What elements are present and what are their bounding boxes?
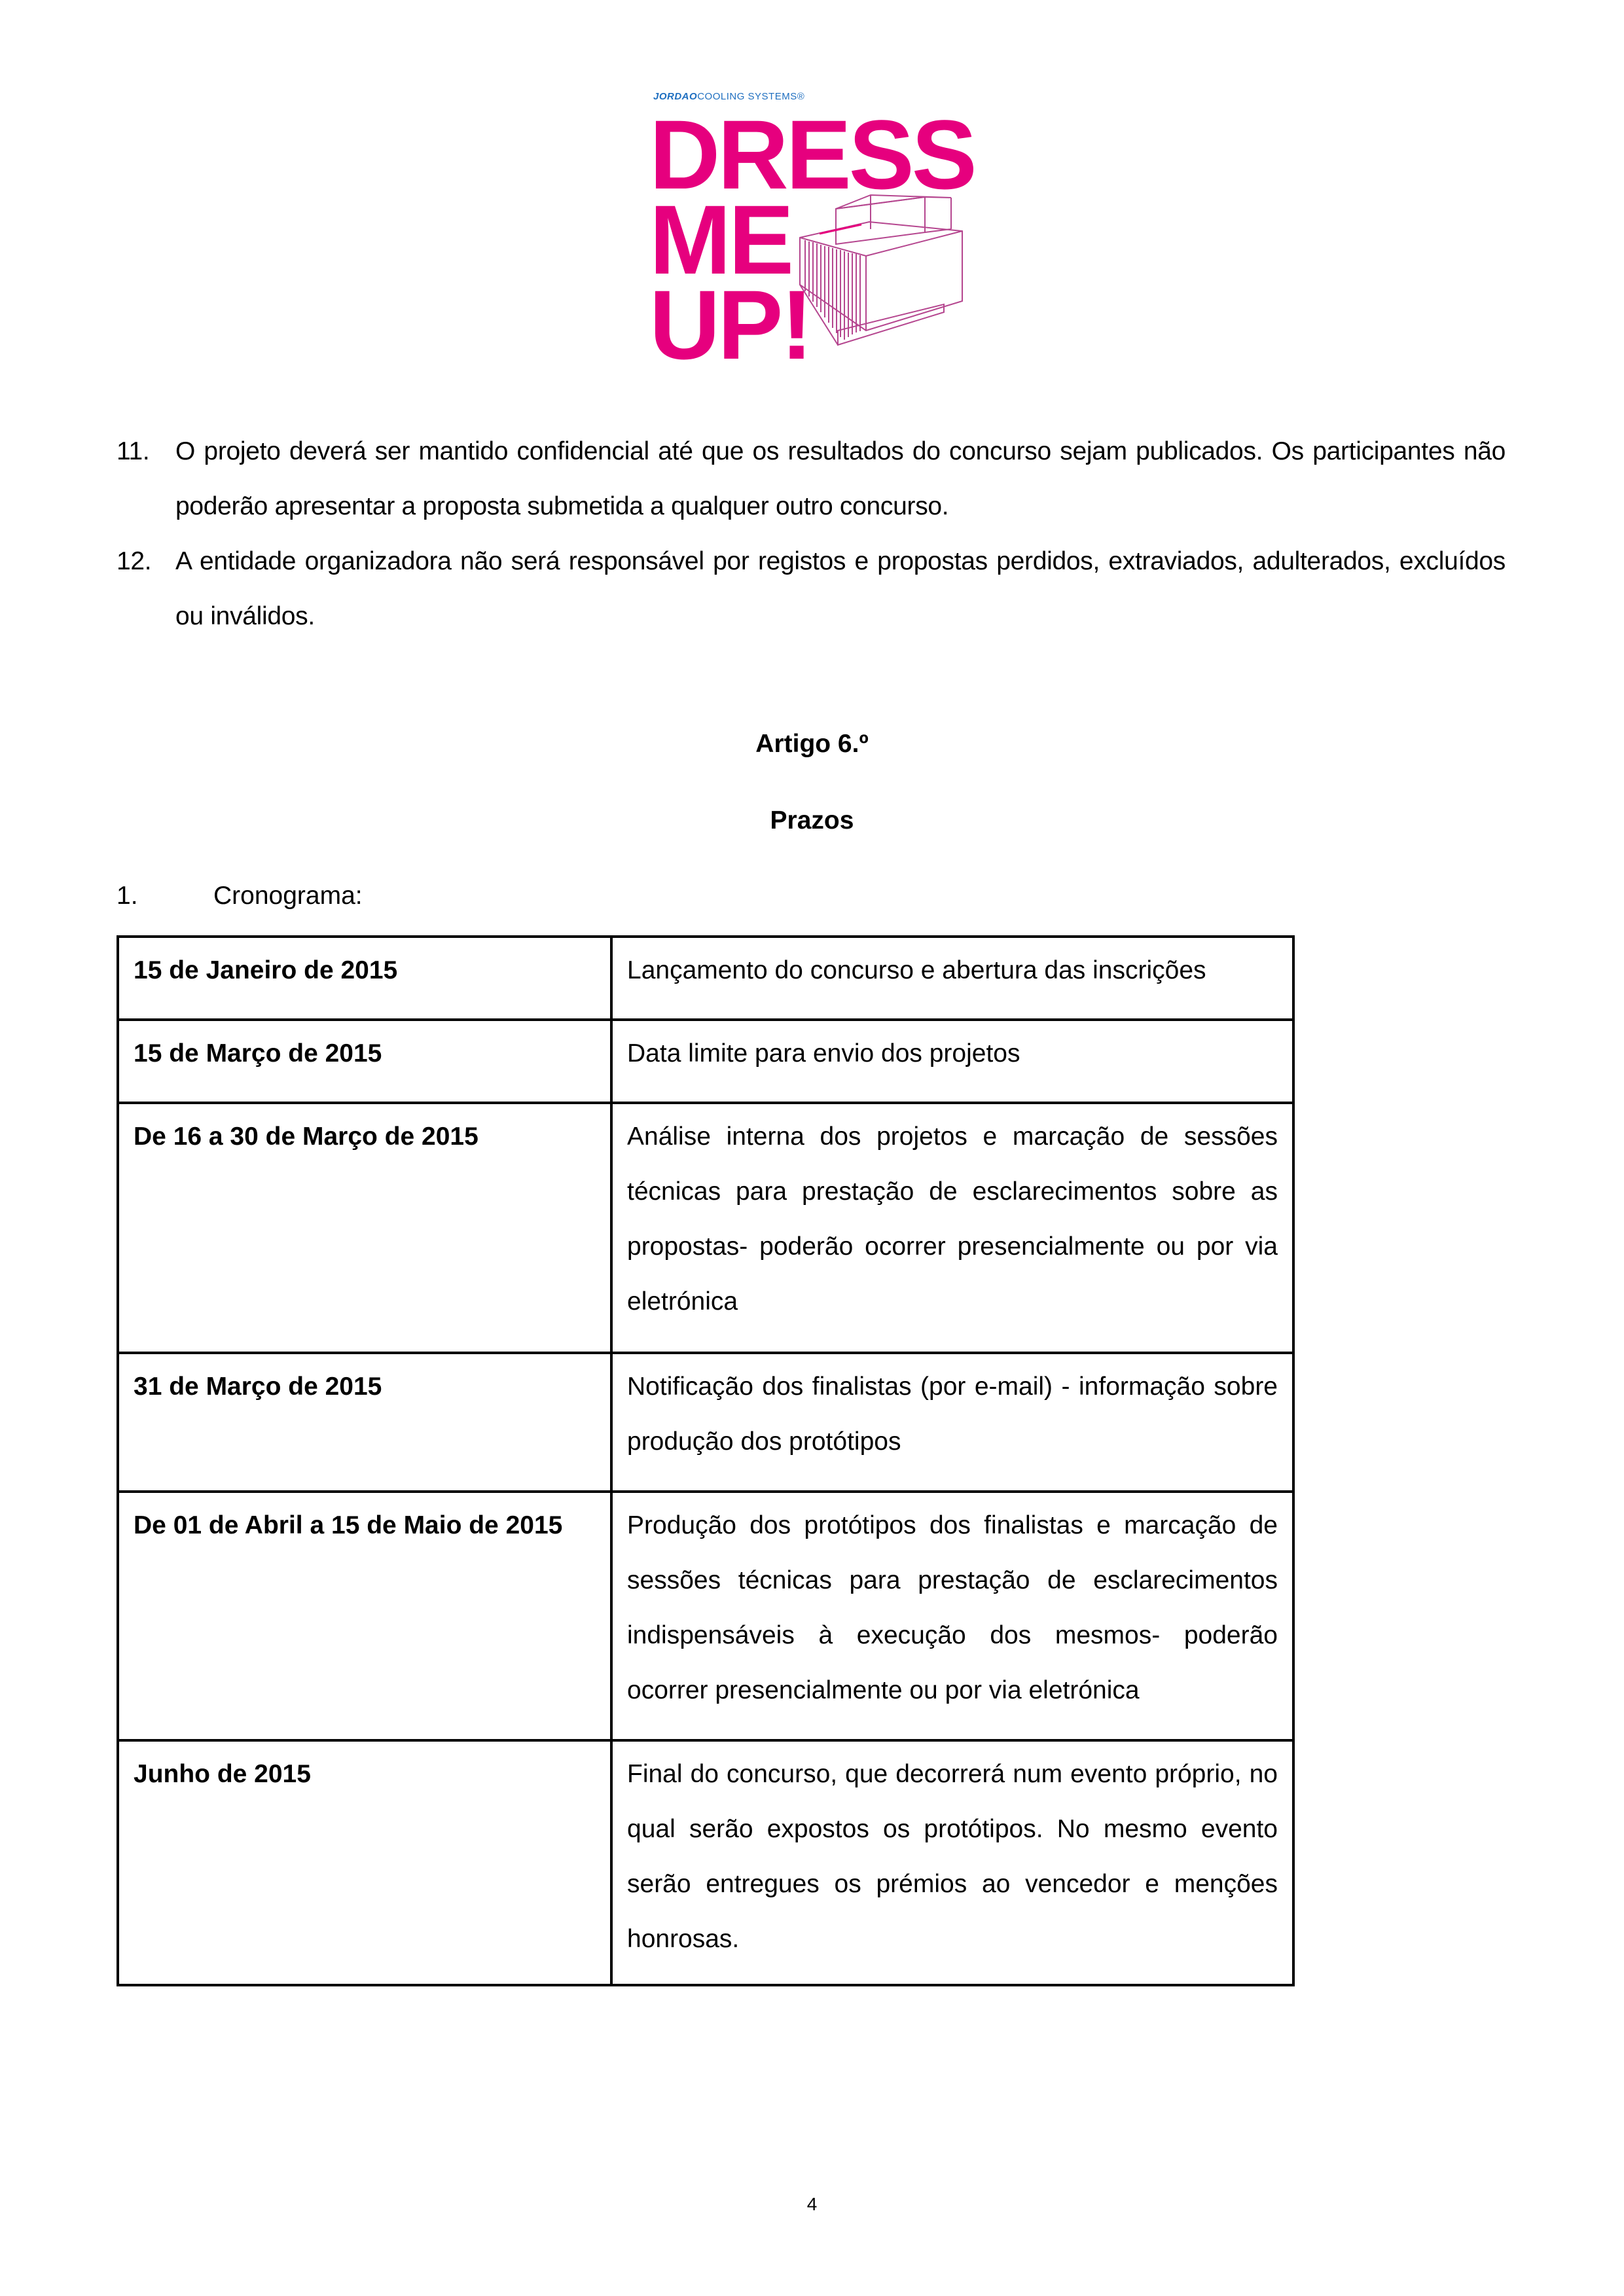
cronograma-number: 1. <box>117 882 138 910</box>
logo-line-up: UP! <box>649 270 811 380</box>
schedule-description: Produção dos protótipos dos finalistas e marcação de sessões técnicas para prestação de esclarecimentos indispensáveis à execução dos mesmos- poderão ocorrer presencialmente ou por via eletrónica <box>611 1492 1293 1740</box>
schedule-date: 15 de Março de 2015 <box>118 1020 611 1103</box>
schedule-table <box>117 935 1295 1986</box>
table-row <box>118 1020 1293 1103</box>
list-item <box>117 424 1506 534</box>
logo-brand-bold: JORDAO <box>653 91 698 102</box>
table-row <box>118 1103 1293 1353</box>
table-row <box>118 1492 1293 1740</box>
cronograma-label: Cronograma: <box>213 882 363 910</box>
schedule-description: Análise interna dos projetos e marcação de sessões técnicas para prestação de esclarecimentos sobre as propostas- poderão ocorrer presencialmente ou por via eletrónica <box>611 1103 1293 1353</box>
logo-line-me: ME <box>649 185 791 295</box>
list-item <box>117 534 1506 644</box>
list-item-text: O projeto deverá ser mantido confidencial até que os resultados do concurso sejam publicados. Os participantes não poderão apresentar a proposta submetida a qualquer outro concurso. <box>175 437 1506 520</box>
logo-line-dress: DRESS <box>649 99 975 209</box>
schedule-date: 15 de Janeiro de 2015 <box>118 937 611 1020</box>
schedule-description: Lançamento do concurso e abertura das inscrições <box>611 937 1293 1020</box>
schedule-date: De 01 de Abril a 15 de Maio de 2015 <box>118 1492 611 1740</box>
schedule-date: 31 de Março de 2015 <box>118 1353 611 1492</box>
article-title: Artigo 6.º <box>755 730 869 758</box>
table-row <box>118 937 1293 1020</box>
schedule-description: Notificação dos finalistas (por e-mail) - informação sobre produção dos protótipos <box>611 1353 1293 1492</box>
schedule-description: Data limite para envio dos projetos <box>611 1020 1293 1103</box>
logo-brand-rest: COOLING SYSTEMS® <box>697 91 805 102</box>
table-row <box>118 1353 1293 1492</box>
schedule-date: Junho de 2015 <box>118 1740 611 1985</box>
schedule-description: Final do concurso, que decorrerá num evento próprio, no qual serão expostos os protótipos. No mesmo evento serão entregues os prémios ao vencedor e menções honrosas. <box>611 1740 1293 1985</box>
display-cabinet-icon <box>648 88 988 370</box>
article-subtitle: Prazos <box>770 806 854 834</box>
rules-list <box>117 424 1506 644</box>
list-item-number: 12. <box>117 547 152 575</box>
cronograma-heading <box>117 882 363 910</box>
table-row <box>118 1740 1293 1985</box>
list-item-text: A entidade organizadora não será responsável por registos e propostas perdidos, extraviados, adulterados, excluídos ou inválidos. <box>175 547 1506 630</box>
list-item-number: 11. <box>117 437 150 465</box>
page-number: 4 <box>806 2194 818 2214</box>
dress-me-up-logo <box>648 88 988 380</box>
schedule-date: De 16 a 30 de Março de 2015 <box>118 1103 611 1353</box>
